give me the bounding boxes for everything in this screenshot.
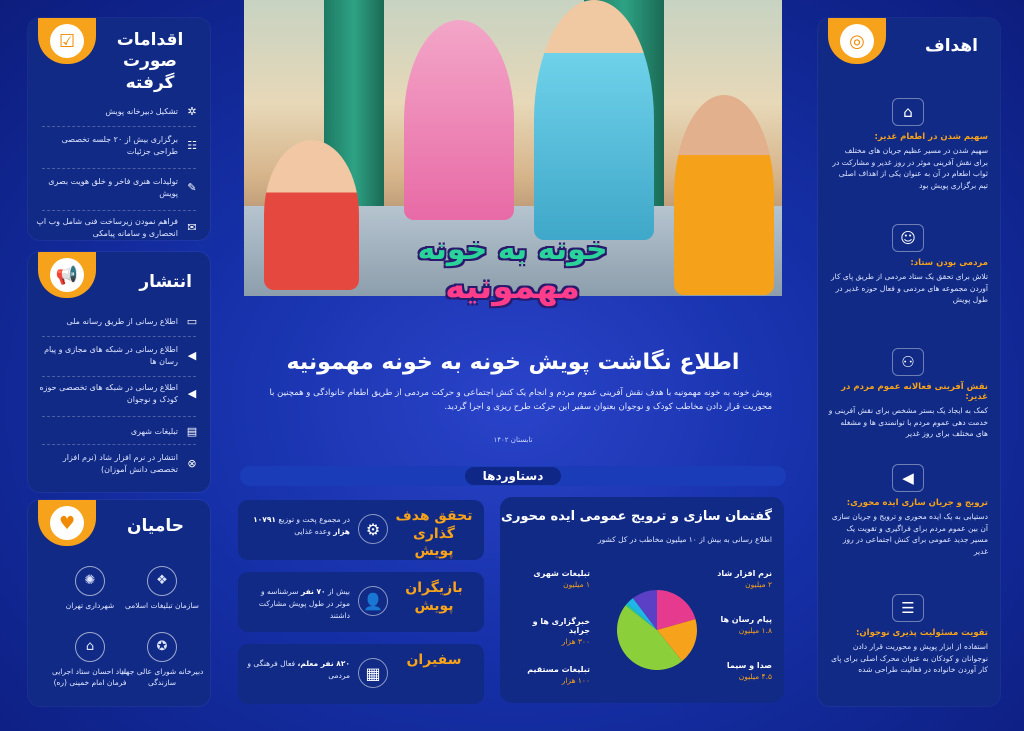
intro-text: پویش خونه به خونه مهمونیه با هدف نقش آفرینی عموم مردم و انجام یک کنش اجتماعی و حرکت مردمی از طریق اطعام خانوادگی و همچنین با محوریت قرار دادن مخاطب کودک و نوجوان بعنوان سفیر این حرکت طرح ریزی و اجرا گردید. (269, 388, 772, 413)
goal-item: ◀ ترویج و جریان سازی ایده محوری: دستیابی به یک ایده محوری و ترویج و جریان سازی آن بین عموم مردم برای فراگیری و تقویت یک مسیر جدید عمومی برای کنش اجتماعی در روز غدیر (828, 464, 988, 558)
father-figure (534, 0, 654, 240)
goals-title: اهداف (924, 36, 978, 56)
publishing-item: ⊗ انتشار در نرم افزار شاد (نرم افزار تخصصی دانش آموزان) (36, 452, 200, 476)
divider (42, 126, 196, 127)
slice-label: تبلیغات مستقیم ۱۰۰ هزار (527, 665, 590, 685)
chart-title: گفتمان سازی و ترویج عمومی ایده محوری (501, 509, 772, 524)
checklist-icon: ☑ (50, 24, 84, 58)
actions-panel (28, 18, 210, 240)
council-icon: ✪ (147, 632, 177, 662)
actions-title: اقدامات صورت گرفته (116, 30, 184, 93)
girl-figure (264, 140, 359, 290)
person-icon: 👤 (358, 586, 388, 616)
boy-figure (674, 95, 774, 295)
family-icon: ⌂ (892, 98, 924, 126)
divider (42, 416, 196, 417)
sponsor-item: ✺ شهرداری تهران (42, 566, 138, 611)
action-item: ☷ برگزاری بیش از ۲۰ جلسه تخصصی طراحی جزئیات (36, 134, 200, 158)
slice-label: نرم افزار شاد ۲ میلیون (717, 569, 772, 589)
stat-title: تحقق هدف گذاری پویش (395, 508, 473, 559)
pen-paper-icon: ✎ (187, 181, 197, 194)
stat-box (238, 500, 484, 560)
stat-text: در مجموع پخت و توزیع ۱۰۷۹۱ هزار وعده غذایی (253, 515, 350, 536)
teacher-board-icon: ▦ (358, 658, 388, 688)
slice-label: صدا و سیما ۴.۵ میلیون (726, 661, 772, 681)
publishing-title: انتشار (139, 272, 192, 292)
slice-label: خبرگزاری ها و جراید ۳۰۰ هزار (532, 617, 590, 646)
stat-title: سفیران (406, 652, 462, 668)
divider (42, 444, 196, 445)
target-icon: ◎ (840, 24, 874, 58)
slice-label: پیام رسان ها ۱.۸ میلیون (720, 615, 772, 635)
publishing-item: ◀ اطلاع رسانی در شبکه های مجازی و پیام رسان ها (36, 344, 200, 368)
divider (42, 210, 196, 211)
chart-subtitle: اطلاع رسانی به بیش از ۱۰ میلیون مخاطب در کل کشور (597, 535, 772, 544)
publishing-item: ▭ اطلاع رسانی از طریق رسانه ملی (36, 314, 200, 330)
goal-item: ☺ مردمی بودن ستاد: تلاش برای تحقق یک ستاد مردمی از طریق پای کار آوردن مجموعه های مردمی و فعال حوزه غدیر در طول پویش (828, 224, 988, 306)
sponsor-item: ❖ سازمان تبلیغات اسلامی (114, 566, 210, 611)
sponsors-badge (38, 500, 96, 546)
megaphone-screen-icon: 📢 (50, 258, 84, 292)
action-item: ✎ تولیدات هنری فاخر و خلق هویت بصری پویش (36, 176, 200, 200)
publishing-item: ◀ اطلاع رسانی در شبکه های تخصصی حوزه کودک و نوجوان (36, 382, 200, 406)
divider (42, 336, 196, 337)
divider (42, 168, 196, 169)
action-item: ✲ تشکیل دبیرخانه پویش (36, 104, 200, 120)
goals-badge (828, 18, 886, 64)
clipboard-person-icon: ☰ (892, 594, 924, 622)
tv-icon: ▭ (186, 315, 198, 328)
group-icon: ☺ (892, 224, 924, 252)
actions-badge (38, 18, 96, 64)
goal-item: ☰ تقویت مسئولیت پذیری نوجوان: استفاده از ابزار پویش و محوریت قرار دادن نوجوانان و کودکان به عنوان محرک اصلی برای پای کار آوردن خانواده در فعالیت طراحی شده (828, 594, 988, 676)
foundation-icon: ⌂ (75, 632, 105, 662)
divider (42, 376, 196, 377)
page-title: اطلاع نگاشت پویش خونه به خونه مهمونیه (286, 350, 740, 375)
campaign-logo: خونه به خونه مهمونیه (417, 231, 608, 307)
pie-chart (612, 585, 702, 675)
stat-box (238, 644, 484, 704)
municipality-icon: ✺ (75, 566, 105, 596)
date-label: تابستان ۱۴۰۲ (493, 436, 533, 444)
sponsors-panel (28, 500, 210, 706)
billboard-icon: ▤ (186, 425, 198, 438)
sponsors-title: حامیان (127, 516, 184, 536)
publishing-item: ▤ تبلیغات شهری (36, 424, 200, 440)
goal-item: ⚇ نقش آفرینی فعالانه عموم مردم در غدیر: کمک به ایجاد یک بستر مشخص برای نقش آفرینی و خدمت دهی عموم مردم با توانمندی ها و مشغله های مختلف برای روز غدیر (828, 348, 988, 440)
chat-icon: ✉ (187, 221, 197, 234)
chart-panel (500, 497, 784, 703)
stat-title: بازیگران پویش (405, 580, 463, 614)
megaphone-icon: ◀ (187, 349, 197, 362)
megaphone-icon: ◀ (187, 387, 197, 400)
goal-item: ⌂ سهیم شدن در اطعام غدیر: سهیم شدن در مسیر عظیم جریان های مختلف برای نقش آفرینی موثر در روز غدیر و مشارکت در ثواب اطعام در آن به عنوان یکی از اهداف اصلی تیم برگزاری پویش بود (828, 98, 988, 192)
publishing-badge (38, 252, 96, 298)
stat-text: ۸۲۰ نفر معلم، فعال فرهنگی و مردمی (247, 659, 350, 680)
achievements-header: دستاوردها (240, 466, 786, 486)
sponsor-item: ✪ دبیرخانه شورای عالی جهاد سازندگی (114, 632, 210, 689)
sponsor-item: ⌂ بنیاد احسان ستاد اجرایی فرمان امام خمینی (ره) (42, 632, 138, 689)
gear-bulb-icon: ⚙ (358, 514, 388, 544)
app-icon: ⊗ (187, 457, 197, 470)
heart-hands-icon: ♥ (50, 506, 84, 540)
action-item: ✉ فراهم نمودن زیرساخت فنی شامل وب اپ انحصاری و سامانه پیامکی (36, 216, 200, 240)
slice-label: تبلیغات شهری ۱ میلیون (533, 569, 590, 589)
community-icon: ⚇ (892, 348, 924, 376)
meeting-icon: ☷ (187, 139, 197, 152)
megaphone-icon: ◀ (892, 464, 924, 492)
network-icon: ✲ (187, 105, 197, 118)
mother-figure (404, 20, 514, 220)
stat-text: بیش از ۷۰ نفر سرشناسه و موثر در طول پویش مشارکت داشتند (258, 587, 350, 620)
goals-panel (818, 18, 1000, 706)
organization-icon: ❖ (147, 566, 177, 596)
publishing-panel (28, 252, 210, 492)
stat-box (238, 572, 484, 632)
